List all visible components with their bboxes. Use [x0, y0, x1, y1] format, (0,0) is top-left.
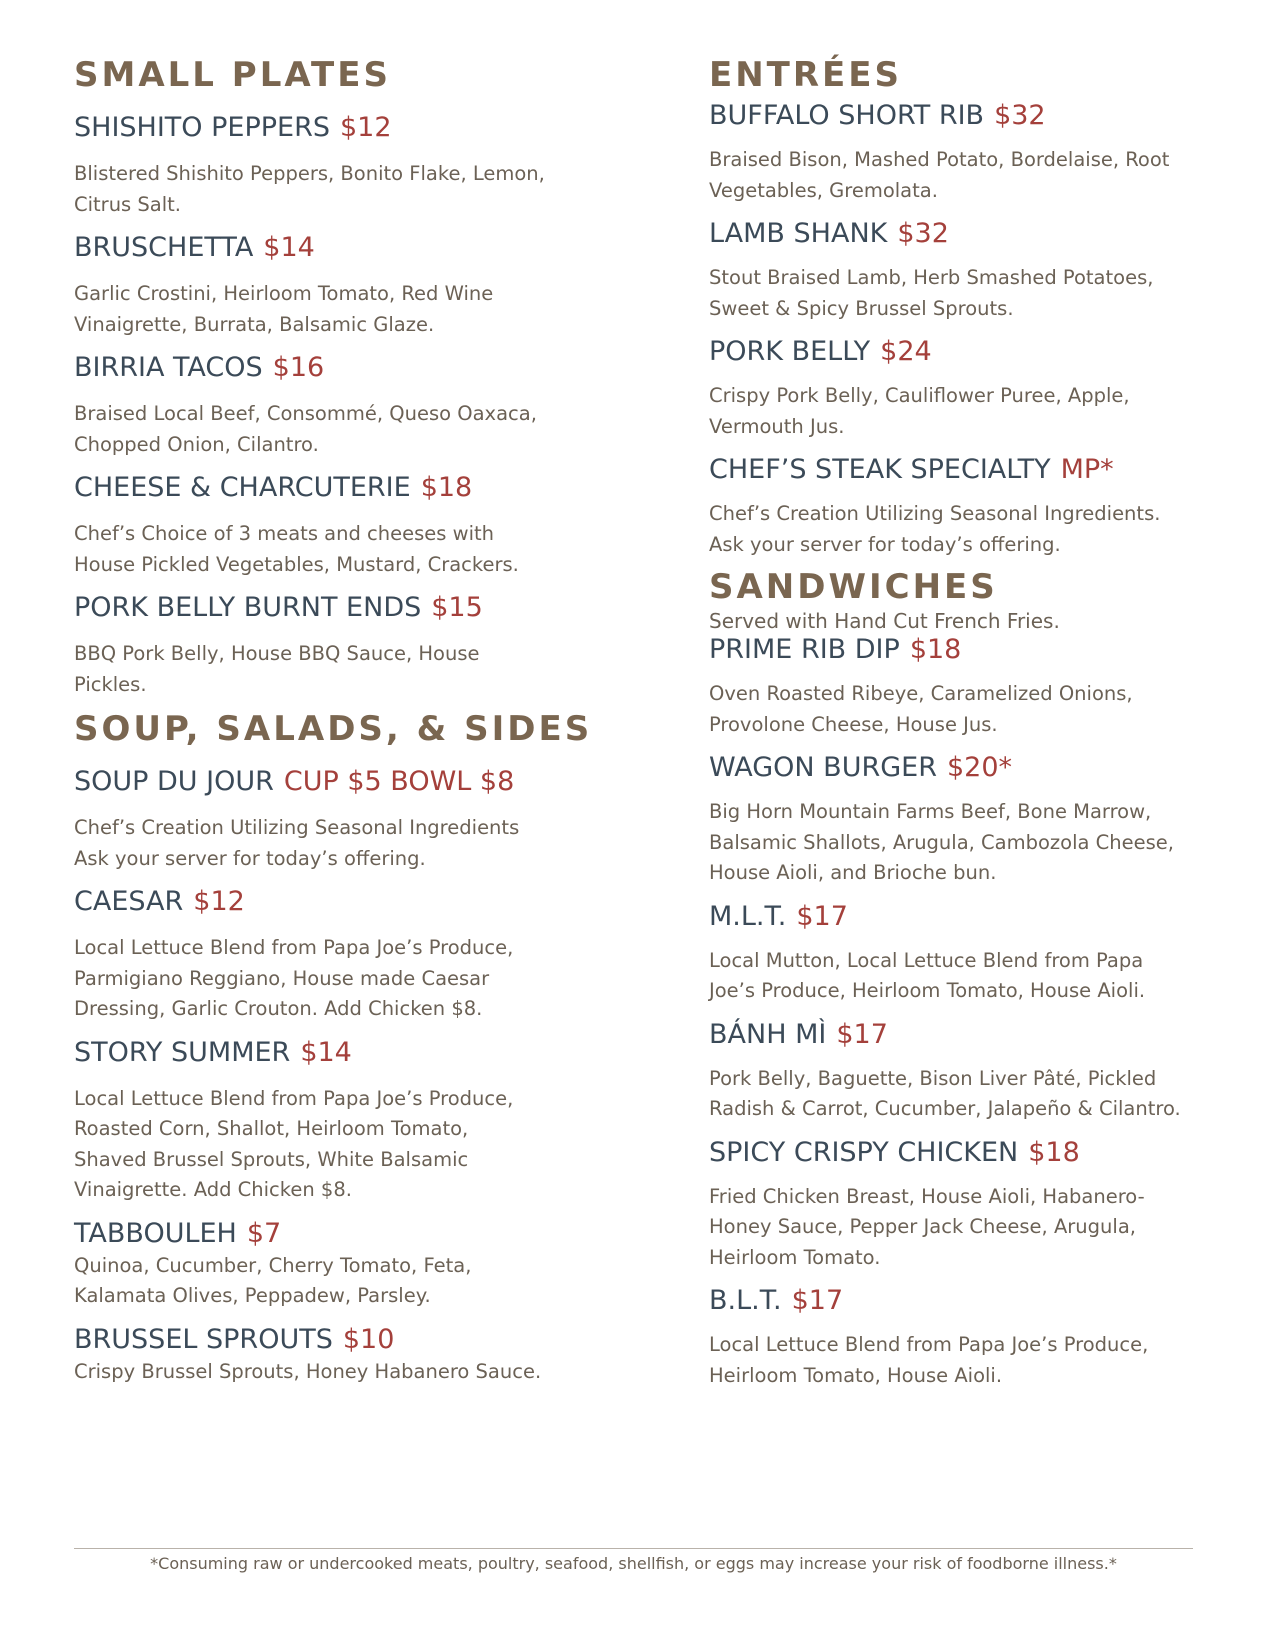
description-line: Braised Local Beef, Consommé, Queso Oaxaca,	[74, 402, 537, 425]
item-price: $18	[420, 472, 473, 503]
item-name: PORK BELLY	[709, 336, 871, 367]
item-name: BUFFALO SHORT RIB	[709, 100, 985, 131]
description-line: Big Horn Mountain Farms Beef, Bone Marrow,	[709, 800, 1152, 823]
item-heading	[709, 456, 1229, 483]
item-name: PORK BELLY BURNT ENDS	[74, 592, 422, 623]
description-line: Local Mutton, Local Lettuce Blend from Papa	[709, 948, 1144, 972]
item-description	[709, 679, 1229, 740]
item-heading	[74, 114, 634, 141]
item-description	[709, 263, 1229, 324]
item-price: MP*	[1060, 454, 1114, 485]
menu-item	[709, 220, 1229, 324]
item-heading	[709, 102, 1229, 129]
footer-divider	[74, 1548, 1193, 1549]
item-heading	[709, 900, 1229, 932]
description-line: Local Lettuce Blend from Papa Joe’s Produce,	[74, 1086, 514, 1110]
description-line: House Pickled Vegetables, Mustard, Crackers.	[74, 552, 519, 576]
item-price: $32	[994, 100, 1046, 131]
description-line: House Aioli, and Brioche bun.	[709, 861, 997, 884]
item-name: SOUP DU JOUR	[74, 766, 274, 797]
menu-item	[74, 768, 634, 874]
menu-item	[709, 1018, 1229, 1125]
section-title-small-plates: SMALL PLATES	[74, 55, 391, 95]
item-name: STORY SUMMER	[74, 1036, 291, 1068]
menu-item	[709, 456, 1229, 560]
menu-item	[74, 234, 634, 340]
section-note-sandwiches: Served with Hand Cut French Fries.	[709, 609, 1060, 633]
section-title-soup-salads-sides: SOUP, SALADS, & SIDES	[74, 709, 593, 749]
item-heading	[74, 354, 634, 381]
description-line: Garlic Crostini, Heirloom Tomato, Red Wine	[74, 282, 494, 305]
item-price: $17	[796, 900, 848, 932]
description-line: Chef’s Creation Utilizing Seasonal Ingredients	[74, 816, 520, 839]
item-price: $18	[1028, 1136, 1080, 1168]
item-description	[74, 1084, 634, 1206]
item-price: $32	[897, 218, 949, 249]
item-description	[74, 159, 634, 220]
left-column	[74, 55, 634, 1387]
menu-item	[709, 102, 1229, 206]
item-heading	[74, 594, 634, 621]
description-line: Kalamata Olives, Peppadew, Parsley.	[74, 1284, 431, 1307]
description-line: Honey Sauce, Pepper Jack Cheese, Arugula,	[709, 1215, 1136, 1238]
item-price: $12	[340, 112, 392, 143]
item-price: $12	[193, 886, 245, 917]
item-name: LAMB SHANK	[709, 218, 888, 249]
section-title-entrees: ENTRÉES	[709, 55, 902, 95]
description-line: Local Lettuce Blend from Papa Joe’s Produce,	[74, 936, 514, 959]
item-name: CHEF’S STEAK SPECIALTY	[709, 454, 1051, 485]
item-description	[709, 797, 1229, 889]
item-heading	[709, 1287, 1229, 1314]
description-line: Fried Chicken Breast, House Aioli, Habanero-	[709, 1184, 1145, 1208]
description-line: Vinaigrette. Add Chicken $8.	[74, 1178, 352, 1201]
description-line: Pickles.	[74, 672, 147, 696]
item-heading	[709, 1136, 1229, 1168]
item-description	[74, 1251, 634, 1312]
item-name: BRUSCHETTA	[74, 232, 254, 263]
item-name: BÁNH MÌ	[709, 1018, 827, 1050]
description-line: Heirloom Tomato, House Aioli.	[709, 1363, 1003, 1387]
item-name: BRUSSEL SPROUTS	[74, 1323, 333, 1355]
description-line: Crispy Brussel Sprouts, Honey Habanero Sauce.	[74, 1359, 542, 1383]
item-description	[74, 813, 634, 874]
description-line: Blistered Shishito Peppers, Bonito Flake, Lemon,	[74, 162, 545, 185]
item-heading	[709, 636, 1229, 663]
item-name: SPICY CRISPY CHICKEN	[709, 1136, 1019, 1168]
item-name: M.L.T.	[709, 900, 787, 932]
description-line: Crispy Pork Belly, Cauliflower Puree, Apple,	[709, 384, 1130, 407]
section-sandwiches	[709, 567, 1229, 1391]
footer-disclaimer: *Consuming raw or undercooked meats, poultry, seafood, shellfish, or eggs may increase your risk of foodborne illness.*	[150, 1554, 1117, 1573]
description-line: BBQ Pork Belly, House BBQ Sauce, House	[74, 642, 480, 665]
description-line: Parmigiano Reggiano, House made Caesar	[74, 966, 490, 990]
menu-item	[709, 900, 1229, 1007]
description-line: Roasted Corn, Shallot, Heirloom Tomato,	[74, 1117, 469, 1140]
right-column	[709, 55, 1229, 1391]
description-line: Shaved Brussel Sprouts, White Balsamic	[74, 1147, 469, 1171]
description-line: Vegetables, Gremolata.	[709, 178, 938, 202]
description-line: Vinaigrette, Burrata, Balsamic Glaze.	[74, 312, 435, 336]
description-line: Heirloom Tomato.	[709, 1245, 881, 1269]
menu-item	[709, 1136, 1229, 1274]
description-line: Chef’s Creation Utilizing Seasonal Ingredients.	[709, 502, 1161, 525]
section-soup-salads-sides	[74, 709, 634, 1387]
description-line: Radish & Carrot, Cucumber, Jalapeño & Cilantro.	[709, 1097, 1181, 1120]
item-heading	[74, 474, 634, 501]
description-line: Local Lettuce Blend from Papa Joe’s Produce,	[709, 1333, 1149, 1356]
item-name: CHEESE & CHARCUTERIE	[74, 472, 411, 503]
menu-item	[709, 754, 1229, 889]
description-line: Pork Belly, Baguette, Bison Liver Pâté, Pickled	[709, 1066, 1157, 1090]
item-heading	[74, 888, 634, 915]
item-name: B.L.T.	[709, 1285, 782, 1316]
item-description	[74, 279, 634, 340]
menu-item	[709, 338, 1229, 442]
item-description	[709, 946, 1229, 1007]
item-heading	[74, 768, 634, 795]
description-line: Dressing, Garlic Crouton. Add Chicken $8.	[74, 997, 483, 1020]
item-description	[74, 519, 634, 580]
item-heading	[709, 1018, 1229, 1050]
description-line: Chef’s Choice of 3 meats and cheeses with	[74, 522, 495, 545]
item-description	[709, 499, 1229, 560]
description-line: Sweet & Spicy Brussel Sprouts.	[709, 296, 1014, 320]
description-line: Oven Roasted Ribeye, Caramelized Onions,	[709, 682, 1133, 705]
item-price: $10	[342, 1323, 395, 1355]
item-price: $16	[272, 352, 325, 383]
description-line: Ask your server for today’s offering.	[74, 846, 426, 870]
item-name: CAESAR	[74, 886, 184, 917]
item-heading	[74, 1036, 634, 1068]
item-price: $20*	[946, 752, 1013, 783]
menu-item	[74, 1323, 634, 1388]
menu-item	[74, 594, 634, 700]
description-line: Stout Braised Lamb, Herb Smashed Potatoes,	[709, 266, 1154, 289]
section-small-plates	[74, 55, 634, 700]
item-heading	[709, 220, 1229, 247]
menu-item	[74, 474, 634, 580]
item-description	[74, 933, 634, 1025]
item-name: SHISHITO PEPPERS	[74, 112, 330, 143]
item-price: $18	[909, 634, 962, 665]
item-price: $17	[791, 1285, 844, 1316]
description-line: Ask your server for today’s offering.	[709, 532, 1061, 556]
item-heading	[74, 234, 634, 261]
item-name: WAGON BURGER	[709, 752, 937, 783]
item-description	[74, 1357, 634, 1388]
item-price: CUP $5 BOWL $8	[283, 766, 515, 797]
description-line: Joe’s Produce, Heirloom Tomato, House Aioli.	[709, 979, 1146, 1002]
menu-item	[74, 888, 634, 1025]
menu-item	[74, 114, 634, 220]
description-line: Vermouth Jus.	[709, 414, 845, 438]
menu-item	[74, 1217, 634, 1312]
item-price: $14	[300, 1036, 352, 1068]
item-description	[74, 639, 634, 700]
description-line: Chopped Onion, Cilantro.	[74, 432, 319, 456]
item-description	[709, 1182, 1229, 1274]
item-description	[709, 1330, 1229, 1391]
item-heading	[709, 754, 1229, 781]
item-price: $17	[836, 1018, 888, 1050]
item-description	[709, 1064, 1229, 1125]
description-line: Provolone Cheese, House Jus.	[709, 712, 998, 736]
item-heading	[74, 1217, 634, 1249]
item-description	[74, 399, 634, 460]
item-price: $14	[263, 232, 315, 263]
item-price: $15	[431, 592, 483, 623]
menu-item	[709, 1287, 1229, 1391]
menu-item	[709, 636, 1229, 740]
section-title-sandwiches: SANDWICHES	[709, 567, 998, 607]
description-line: Quinoa, Cucumber, Cherry Tomato, Feta,	[74, 1253, 472, 1277]
item-price: $7	[246, 1217, 282, 1249]
item-name: PRIME RIB DIP	[709, 634, 900, 665]
menu-item	[74, 1036, 634, 1206]
item-name: BIRRIA TACOS	[74, 352, 263, 383]
description-line: Citrus Salt.	[74, 192, 182, 216]
item-heading	[709, 338, 1229, 365]
description-line: Braised Bison, Mashed Potato, Bordelaise, Root	[709, 148, 1170, 171]
section-entrees	[709, 55, 1229, 560]
item-description	[709, 145, 1229, 206]
description-line: Balsamic Shallots, Arugula, Cambozola Cheese,	[709, 830, 1174, 854]
item-description	[709, 381, 1229, 442]
item-name: TABBOULEH	[74, 1217, 237, 1249]
menu-item	[74, 354, 634, 460]
item-heading	[74, 1323, 634, 1355]
item-price: $24	[880, 336, 932, 367]
